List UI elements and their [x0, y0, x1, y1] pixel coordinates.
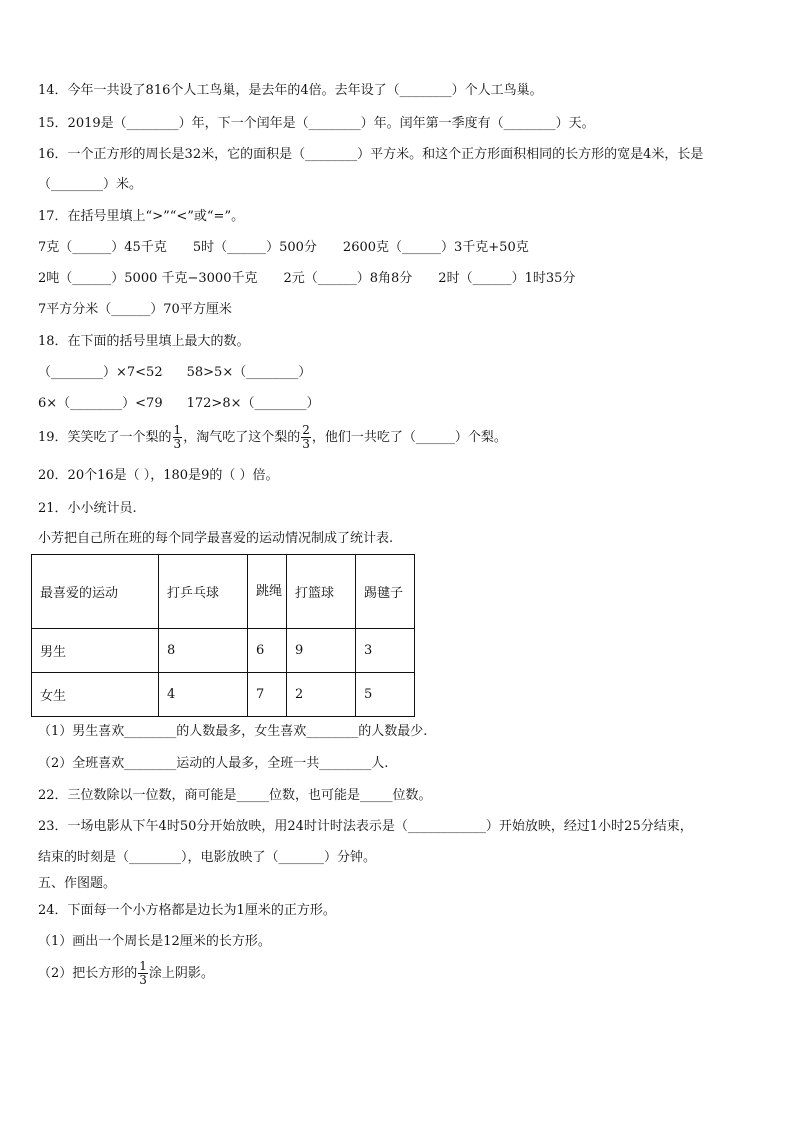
question-17-row-1	[38, 239, 529, 257]
question-21: 21．小小统计员.	[38, 501, 137, 516]
question-14: 14．今年一共设了816个人工鸟巢，是去年的4倍。去年设了（________）个人工鸟巢。	[38, 83, 543, 98]
table-header-cell: 踢毽子	[356, 555, 415, 629]
fraction-denominator: 3	[302, 437, 310, 451]
fraction-one-third	[173, 424, 183, 451]
fraction-two-thirds	[301, 424, 311, 451]
question-20: 20．20个16是（ ），180是9的（ ）倍。	[38, 468, 279, 483]
q17-item: 2时（______）1时35分	[438, 271, 576, 286]
table-header-cell: 打篮球	[287, 555, 356, 629]
table-row	[32, 629, 415, 673]
q17-item: 2600克（______）3千克+50克	[342, 240, 529, 255]
question-18: 18．在下面的括号里填上最大的数。	[38, 334, 250, 349]
section-5-heading: 五、作图题。	[38, 876, 117, 891]
q19-text: ，他们一共吃了（______）个梨。	[311, 430, 507, 445]
fraction-one-third	[138, 960, 148, 987]
table-cell: 5	[356, 673, 415, 717]
q18-item: （________）×7<52	[38, 365, 163, 380]
table-cell: 2	[287, 673, 356, 717]
fraction-numerator: 1	[139, 959, 147, 973]
table-row	[32, 673, 415, 717]
fraction-denominator: 3	[173, 437, 182, 451]
q24-2-text: （2）把长方形的	[38, 966, 138, 981]
table-cell: 7	[248, 673, 287, 717]
fraction-numerator: 1	[173, 423, 182, 437]
q17-item: 7克（______）45千克	[38, 240, 167, 255]
q18-item: 172>8×（________）	[186, 396, 320, 411]
q19-text: ，淘气吃了这个梨的	[183, 430, 301, 445]
q24-2-text: 涂上阴影。	[148, 966, 214, 981]
table-cell: 6	[248, 629, 287, 673]
table-header-row	[32, 555, 415, 629]
question-23-line-1: 23．一场电影从下午4时50分开始放映，用24时计时法表示是（____________）开始放映，经过1小时25分结束，	[38, 819, 693, 834]
table-header-cell: 跳绳	[248, 555, 287, 629]
question-24-part-2	[38, 958, 214, 990]
table-cell: 4	[159, 673, 248, 717]
question-15: 15．2019是（________）年，下一个闰年是（________）年。闰年第一季度有（________）天。	[38, 116, 595, 131]
question-23-line-2: 结束的时刻是（________），电影放映了（_______）分钟。	[38, 850, 377, 865]
question-16-line-2: （________）米。	[38, 177, 143, 192]
table-header-cell: 最喜爱的运动	[32, 555, 159, 629]
q18-item: 6×（________）<79	[38, 396, 163, 411]
question-21-intro: 小芳把自己所在班的每个同学最喜爱的运动情况制成了统计表.	[38, 531, 394, 546]
q18-item: 58>5×（________）	[186, 365, 312, 380]
question-18-row-2	[38, 395, 319, 413]
sport-stats-table	[31, 554, 415, 717]
question-17-row-3	[38, 301, 232, 319]
fraction-denominator: 3	[139, 973, 147, 987]
table-cell: 3	[356, 629, 415, 673]
table-header-cell: 打乒乓球	[159, 555, 248, 629]
question-21-part-1: （1）男生喜欢________的人数最多，女生喜欢________的人数最少.	[38, 724, 428, 739]
question-24: 24．下面每一个小方格都是边长为1厘米的正方形。	[38, 903, 336, 918]
question-18-row-1	[38, 364, 311, 382]
question-17: 17．在括号里填上“>”“<”或“=”。	[38, 209, 245, 224]
q17-item: 2吨（______）5000 千克−3000千克	[38, 271, 258, 286]
question-22: 22．三位数除以一位数，商可能是_____位数，也可能是_____位数。	[38, 788, 432, 803]
question-24-part-1: （1）画出一个周长是12厘米的长方形。	[38, 934, 271, 949]
table-cell: 9	[287, 629, 356, 673]
table-cell: 女生	[32, 673, 159, 717]
q17-item: 7平方分米（______）70平方厘米	[38, 302, 232, 317]
table-cell: 8	[159, 629, 248, 673]
fraction-numerator: 2	[302, 423, 310, 437]
question-21-part-2: （2）全班喜欢________运动的人最多，全班一共________人.	[38, 756, 389, 771]
question-17-row-2	[38, 270, 575, 288]
q17-item: 2元（______）8角8分	[283, 271, 413, 286]
q19-text: 19．笑笑吃了一个梨的	[38, 430, 172, 445]
table-cell: 男生	[32, 629, 159, 673]
q17-item: 5时（______）500分	[192, 240, 317, 255]
question-16-line-1: 16．一个正方形的周长是32米，它的面积是（________）平方米。和这个正方形面积相同的长方形的宽是4米，长是	[38, 147, 704, 162]
question-19	[38, 422, 507, 454]
